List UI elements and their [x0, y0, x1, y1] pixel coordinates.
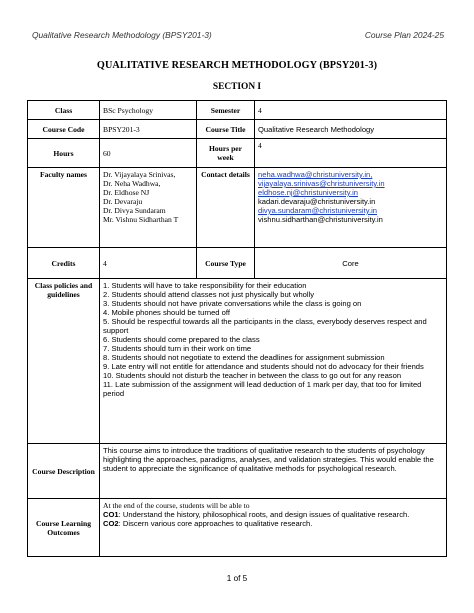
outcomes-intro: At the end of the course, students will be able to: [103, 501, 250, 510]
outcome-text: : Discern various core approaches to qualitative research.: [118, 519, 313, 528]
faculty-name: Dr. Divya Sundaram: [103, 206, 166, 215]
running-header-plan: Course Plan 2024-25: [364, 30, 444, 40]
contact-email-link[interactable]: eldhose.nj@christuniversity.in: [258, 188, 359, 197]
outcome-code: CO1: [103, 510, 119, 519]
contact-email: vishnu.sidharthan@christuniversity.in: [258, 215, 383, 224]
credits-value: 4: [100, 248, 197, 279]
outcome-text: : Understand the history, philosophical roots, and design issues of qualitative research.: [118, 510, 410, 519]
row-faculty: [28, 168, 447, 248]
row-hours: [28, 139, 447, 168]
running-header-course: Qualitative Research Methodology (BPSY201-3): [32, 30, 212, 40]
policy-item: 9. Late entry will not entitle for attendance and students should not do advocacy for their friends: [103, 362, 424, 371]
credits-label: Credits: [28, 248, 100, 279]
policy-item: 10. Students should not disturb the teacher in between the class to go out for any reason: [103, 371, 402, 380]
contact-email-link[interactable]: neha.wadhwa@christuniversity.in,: [258, 170, 373, 179]
hours-per-week-label: Hours per week: [197, 139, 255, 168]
contact-list: [255, 168, 447, 248]
policies-list: [100, 279, 447, 444]
row-class: [28, 101, 447, 120]
row-outcomes: [28, 499, 447, 557]
faculty-name: Dr. Vijayalaya Srinivas,: [103, 170, 176, 179]
policy-item: 3. Students should not have private conversations while the class is going on: [103, 299, 362, 308]
policy-item: 6. Students should come prepared to the class: [103, 335, 260, 344]
section-heading: SECTION I: [212, 82, 262, 92]
row-course-code: [28, 120, 447, 139]
hours-value: 60: [100, 139, 197, 168]
course-type-value: Core: [255, 248, 447, 279]
faculty-name: Dr. Devaraju: [103, 197, 143, 206]
policy-item: 5. Should be respectful towards all the participants in the class, everybody deserves respect and support: [103, 317, 427, 335]
outcomes-cell: [100, 499, 447, 557]
course-type-label: Course Type: [197, 248, 255, 279]
description-text: This course aims to introduce the traditions of qualitative research to the students of psychology highlighting the approaches, paradigms, analyses, and validation strategies. This would enable the student to appreciate the significance of qualitative methods for psychological research.: [100, 444, 447, 499]
faculty-name: Dr. Neha Wadhwa,: [103, 179, 161, 188]
faculty-name: Dr. Eldhose NJ: [103, 188, 150, 197]
row-credits: [28, 248, 447, 279]
faculty-list: [100, 168, 197, 248]
course-title-label: Course Title: [197, 120, 255, 139]
description-label: Course Description: [28, 444, 100, 499]
outcomes-label: Course Learning Outcomes: [28, 499, 100, 557]
semester-label: Semester: [197, 101, 255, 120]
outcome-item: [103, 510, 443, 519]
policy-item: 1. Students will have to take responsibility for their education: [103, 281, 307, 290]
policy-item: 4. Mobile phones should be turned off: [103, 308, 230, 317]
policy-item: 2. Students should attend classes not just physically but wholly: [103, 290, 315, 299]
contact-email-link[interactable]: divya.sundaram@christuniversity.in: [258, 206, 377, 215]
row-policies: [28, 279, 447, 444]
document-title: QUALITATIVE RESEARCH METHODOLOGY (BPSY201-3): [96, 60, 378, 71]
course-code-value: BPSY201-3: [100, 120, 197, 139]
policy-item: 11. Late submission of the assignment will lead deduction of 1 mark per day, that too for limited period: [103, 380, 422, 398]
contact-email: kadari.devaraju@christuniversity.in: [258, 197, 376, 206]
hours-label: Hours: [28, 139, 100, 168]
contact-email-link[interactable]: vijayalaya.srinivas@christuniversity.in: [258, 179, 385, 188]
policy-item: 8. Students should not negotiate to extend the deadlines for assignment submission: [103, 353, 385, 362]
policies-label: Class policies and guidelines: [28, 279, 100, 444]
page-number: 1 of 5: [226, 574, 248, 583]
policy-item: 7. Students should turn in their work on time: [103, 344, 252, 353]
course-info-table: [27, 100, 447, 557]
faculty-label: Faculty names: [28, 168, 100, 248]
outcome-code: CO2: [103, 519, 119, 528]
class-label: Class: [28, 101, 100, 120]
faculty-name: Mr. Vishnu Sidharthan T: [103, 215, 179, 224]
row-description: [28, 444, 447, 499]
outcome-item: [103, 519, 443, 528]
hours-per-week-value: 4: [255, 139, 447, 168]
semester-value: 4: [255, 101, 447, 120]
class-value: BSc Psychology: [100, 101, 197, 120]
course-title-value: Qualitative Research Methodology: [255, 120, 447, 139]
course-code-label: Course Code: [28, 120, 100, 139]
contact-label: Contact details: [197, 168, 255, 248]
